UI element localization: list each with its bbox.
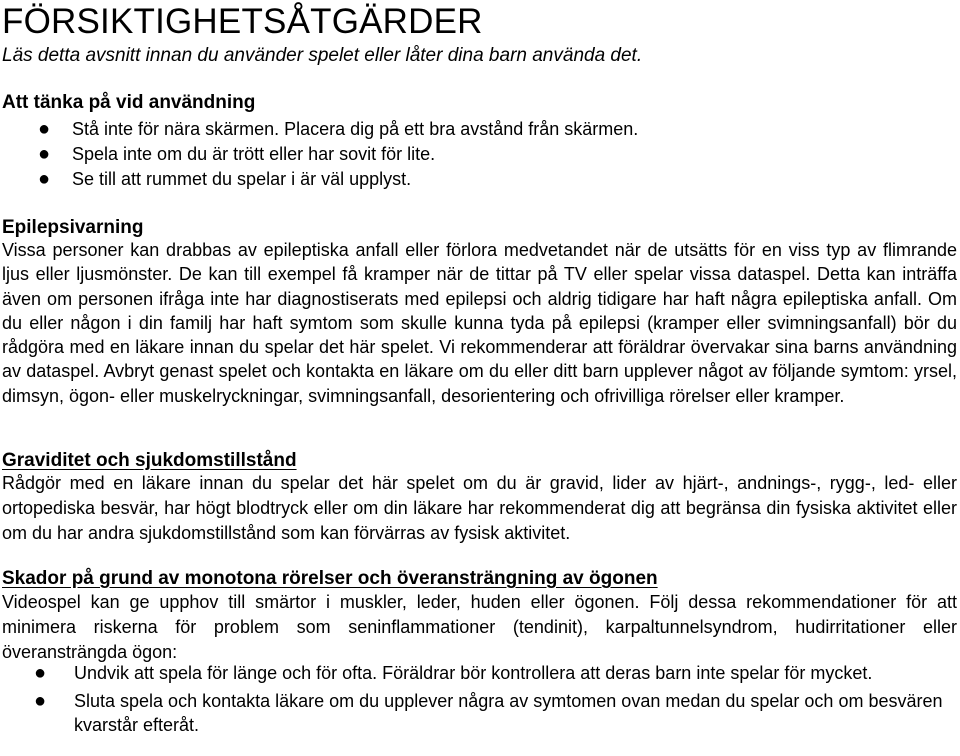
list-item: ● Se till att rummet du spelar i är väl upplyst. xyxy=(38,168,412,190)
section-heading-pregnancy: Graviditet och sjukdomstillstånd xyxy=(2,450,297,471)
bullet-icon: ● xyxy=(38,118,51,140)
strain-paragraph: Videospel kan ge upphov till smärtor i muskler, leder, huden eller ögonen. Följ dessa rekommendationer för att minimera riskerna för problem som seninflammationer (tendinit), karpaltunnelsyndrom, hudirritationer eller överansträngda ögon: xyxy=(2,592,957,662)
pregnancy-paragraph: Rådgör med en läkare innan du spelar det här spelet om du är gravid, lider av hjärt-, andnings-, rygg-, led- eller ortopediska besvär, har högt blodtryck eller om din läkare har rekommenderat dig att begränsa din fysiska aktivitet eller om du har andra sjukdomstillstånd som kan förvärras av fysisk aktivitet. xyxy=(2,473,957,543)
bullet-icon: ● xyxy=(34,662,47,684)
bullet-icon: ● xyxy=(38,168,51,190)
list-item: ● Stå inte för nära skärmen. Placera dig på ett bra avstånd från skärmen. xyxy=(38,118,639,140)
list-item: ● Sluta spela och kontakta läkare om du upplever några av symtomen ovan medan du spelar och om besvären kvarstår efteråt. xyxy=(34,689,943,735)
bullet-icon: ● xyxy=(38,143,51,165)
epilepsy-paragraph: Vissa personer kan drabbas av epileptiska anfall eller förlora medvetandet när de utsätts för en viss typ av flimrande ljus eller ljusmönster. De kan till exempel få kramper när de tittar på TV eller spelar vissa dataspel. Detta kan inträffa även om personen ifråga inte har diagnostiserats med epilepsi och aldrig tidigare har haft några epileptiska anfall. Om du eller någon i din familj har haft symtom som skulle kunna tyda på epilepsi (kramper eller svimningsanfall) bör du rådgöra med en läkare innan du spelar det här spelet. Vi rekommenderar att föräldrar övervakar sina barns användning av dataspel. Avbryt genast spelet och kontakta en läkare om du eller ditt barn upplever något av följande symtom: yrsel, dimsyn, ögon- eller muskelryckningar, svimningsanfall, desorientering och ofrivilliga rörelser eller kramper. xyxy=(2,240,957,406)
page-title: FÖRSIKTIGHETSÅTGÄRDER xyxy=(2,2,483,41)
section-heading-epilepsy: Epilepsivarning xyxy=(2,217,144,238)
list-item: ● Undvik att spela för länge och för ofta. Föräldrar bör kontrollera att deras barn inte spelar för mycket. xyxy=(34,662,873,684)
section-heading-usage: Att tänka på vid användning xyxy=(2,92,256,113)
bullet-icon: ● xyxy=(34,689,47,712)
usage-bullet-list xyxy=(0,117,638,192)
page-subtitle: Läs detta avsnitt innan du använder spelet eller låter dina barn använda det. xyxy=(2,45,643,66)
list-item: ● Spela inte om du är trött eller har sovit för lite. xyxy=(38,143,436,165)
strain-bullet-list xyxy=(0,661,958,741)
section-heading-strain: Skador på grund av monotona rörelser och överansträngning av ögonen xyxy=(2,568,658,589)
